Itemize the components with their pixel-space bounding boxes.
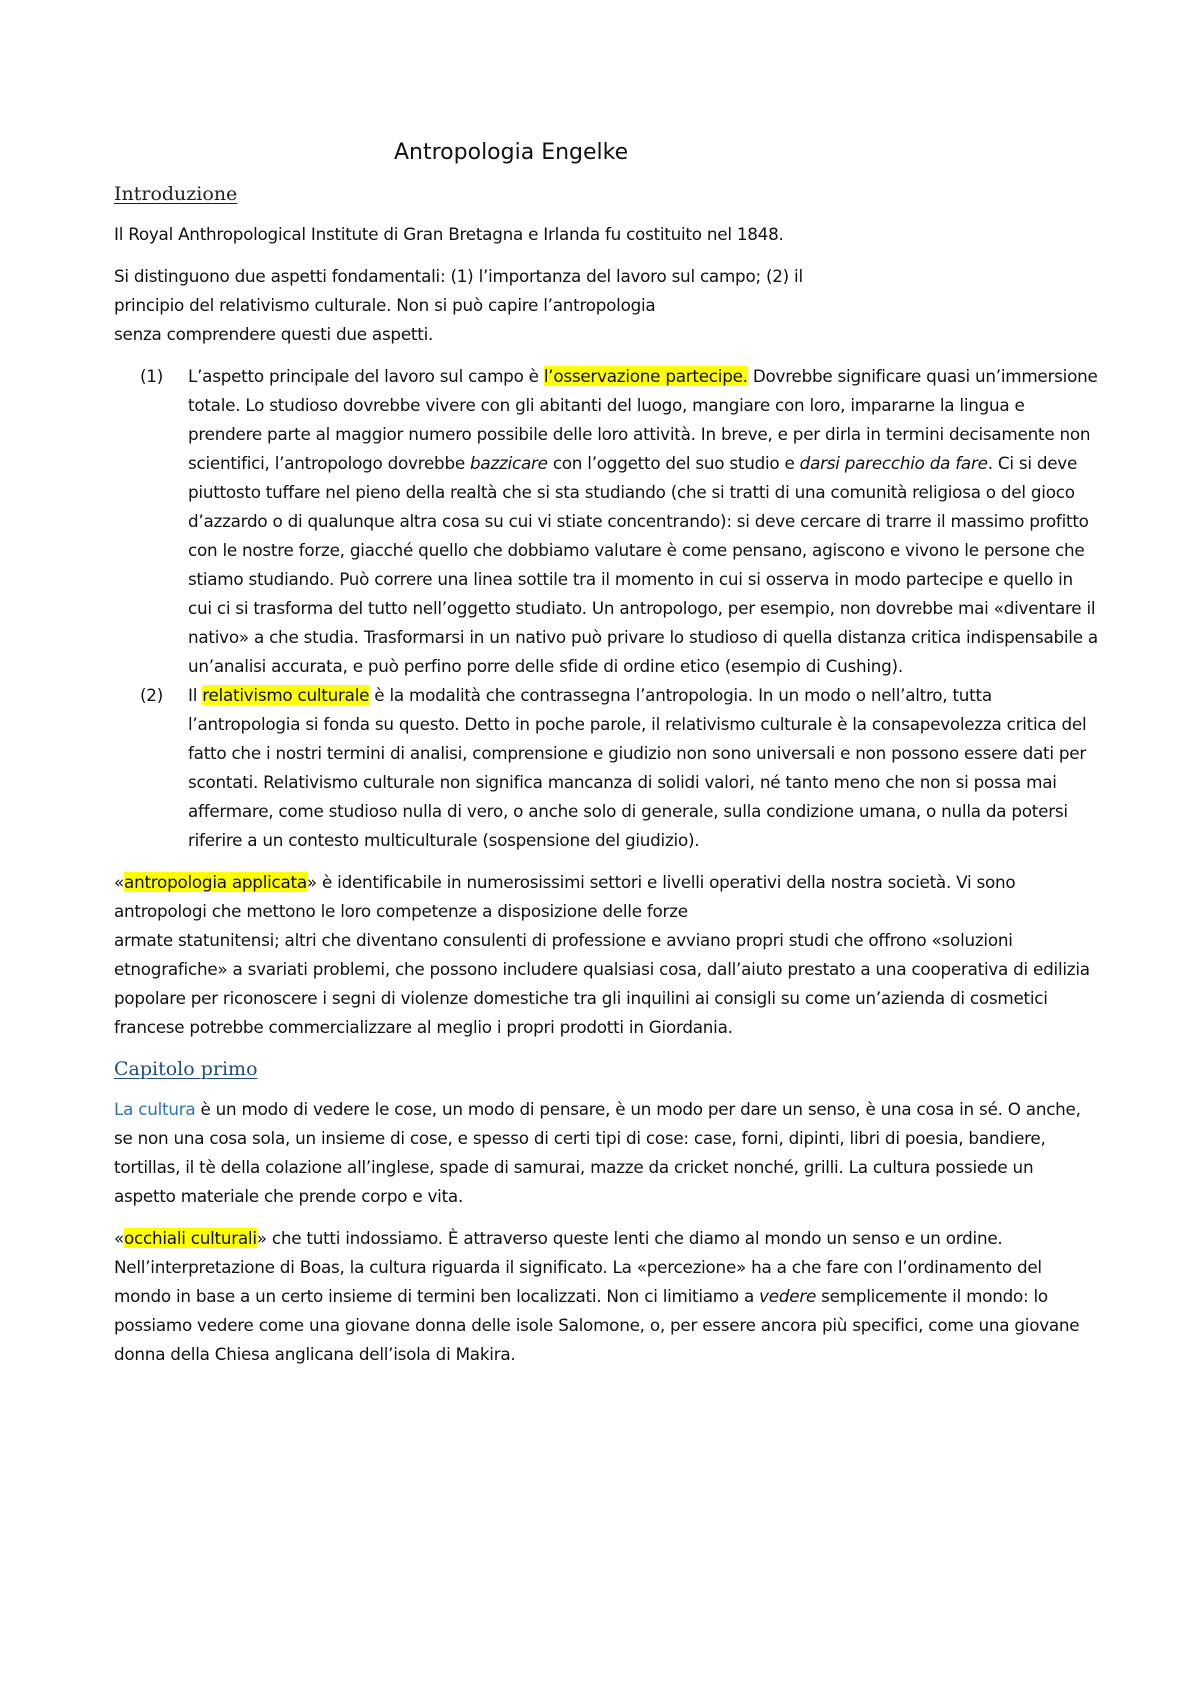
italic-term: darsi parecchio da fare bbox=[799, 453, 988, 473]
paragraph-text: semplicemente il mondo: lo possiamo vedere come una giovane donna delle isole Salomone, o, per essere ancora più specifici, come una giovane donna della Chiesa anglicana dell’isola di Makira. bbox=[114, 1286, 1080, 1364]
list-item-text: con l’oggetto del suo studio e bbox=[547, 453, 800, 473]
list-item-text: Il bbox=[188, 685, 203, 705]
list-item-text: Dovrebbe significare quasi un’immersione totale. Lo studioso dovrebbe vivere con gli abitanti del luogo, mangiare con loro, impararne la lingua e prendere parte al maggior numero possibile delle loro attività. In breve, e per dirla in termini decisamente non scientifici, l’antropologo dovrebbe bbox=[188, 366, 1098, 473]
section-heading-capitolo-primo: Capitolo primo bbox=[114, 1058, 258, 1080]
highlight-osservazione-partecipe: l’osservazione partecipe. bbox=[543, 366, 748, 386]
intro-p2-line1: Si distinguono due aspetti fondamentali: (1) l’importanza del lavoro sul campo; (2) il bbox=[114, 266, 803, 286]
document-title: Antropologia Engelke bbox=[394, 140, 629, 165]
italic-term: vedere bbox=[759, 1286, 817, 1306]
paragraph-text: armate statunitensi; altri che diventano consulenti di professione e avviano propri studi che offrono «soluzioni etnografiche» a svariati problemi, che possono includere qualsiasi cosa, dall’aiuto prestato a una cooperativa di edilizia popolare per riconoscere i segni di violenze domestiche tra gli inquilini ai consigli su come un’azienda di cosmetici francese potrebbe commercializzare al meglio i propri prodotti in Giordania. bbox=[114, 930, 1090, 1037]
intro-p2-line2: principio del relativismo culturale. Non si può capire l’antropologia bbox=[114, 295, 656, 315]
intro-paragraph-1: Il Royal Anthropological Institute di Gran Bretagna e Irlanda fu costituito nel 1848. bbox=[114, 224, 784, 244]
list-item bbox=[114, 681, 1100, 855]
list-item-text: L’aspetto principale del lavoro sul campo è bbox=[188, 366, 544, 386]
applied-anthropology-paragraph bbox=[114, 868, 1100, 1042]
highlight-relativismo-culturale: relativismo culturale bbox=[202, 685, 370, 705]
list-item-text: . Ci si deve piuttosto tuffare nel pieno della realtà che si sta studiando (che si tratti di una comunità religiosa o del gioco d’azzardo o di qualunque altra cosa su cui vi stiate concentrando): si deve cercare di trarre il massimo profitto con le nostre forze, giacché quello che dobbiamo valutare è come pensano, agiscono e vivono le persone che stiamo studiando. Può correre una linea sottile tra il momento in cui si osserva in modo partecipe e quello in cui ci si trasforma del tutto nell’oggetto studiato. Un antropologo, per esempio, non dovrebbe mai «diventare il nativo» a che studia. Trasformarsi in un nativo può privare lo studioso di quella distanza critica indispensabile a un’analisi accurata, e può perfino porre delle sfide di ordine etico (esempio di Cushing). bbox=[188, 453, 1098, 676]
list-item-number: (1) bbox=[140, 366, 164, 386]
section-heading-introduzione: Introduzione bbox=[114, 183, 238, 205]
highlight-occhiali-culturali: occhiali culturali bbox=[124, 1228, 257, 1248]
numbered-list bbox=[114, 362, 1100, 855]
quote-open: « bbox=[114, 872, 125, 892]
colored-term-la-cultura: La cultura bbox=[114, 1099, 196, 1119]
paragraph-text: » che tutti indossiamo. È attraverso queste lenti che diamo al mondo un senso e un ordine. Nell’interpretazione di Boas, la cultura riguarda il significato. La «percezione» ha a che fare con l’ordinamento del mondo in base a un certo insieme di termini ben localizzati. Non ci limitiamo a bbox=[114, 1228, 1042, 1306]
italic-term: bazzicare bbox=[470, 453, 548, 473]
intro-p2-line3: senza comprendere questi due aspetti. bbox=[114, 324, 434, 344]
list-item-number: (2) bbox=[140, 685, 164, 705]
intro-paragraph-2 bbox=[114, 262, 1100, 349]
paragraph-text: » è identificabile in numerosissimi settori e livelli operativi della nostra società. Vi sono antropologi che mettono le loro competenze a disposizione delle forze bbox=[114, 872, 1016, 921]
culture-paragraph bbox=[114, 1095, 1100, 1211]
list-item-text: è la modalità che contrassegna l’antropologia. In un modo o nell’altro, tutta l’antropologia si fonda su questo. Detto in poche parole, il relativismo culturale è la consapevolezza critica del fatto che i nostri termini di analisi, comprensione e giudizio non sono universali e non possono essere dati per scontati. Relativismo culturale non significa mancanza di solidi valori, né tanto meno che non si possa mai affermare, come studioso nulla di vero, o anche solo di generale, sulla condizione umana, o nulla da potersi riferire a un contesto multiculturale (sospensione del giudizio). bbox=[188, 685, 1087, 850]
quote-open: « bbox=[114, 1228, 125, 1248]
cultural-glasses-paragraph bbox=[114, 1224, 1100, 1369]
paragraph-text: è un modo di vedere le cose, un modo di pensare, è un modo per dare un senso, è una cosa in sé. O anche, se non una cosa sola, un insieme di cose, e spesso di certi tipi di cose: case, forni, dipinti, libri di poesia, bandiere, tortillas, il tè della colazione all’inglese, spade di samurai, mazze da cricket nonché, grilli. La cultura possiede un aspetto materiale che prende corpo e vita. bbox=[114, 1099, 1081, 1206]
list-item bbox=[114, 362, 1100, 681]
highlight-antropologia-applicata: antropologia applicata bbox=[124, 872, 307, 892]
